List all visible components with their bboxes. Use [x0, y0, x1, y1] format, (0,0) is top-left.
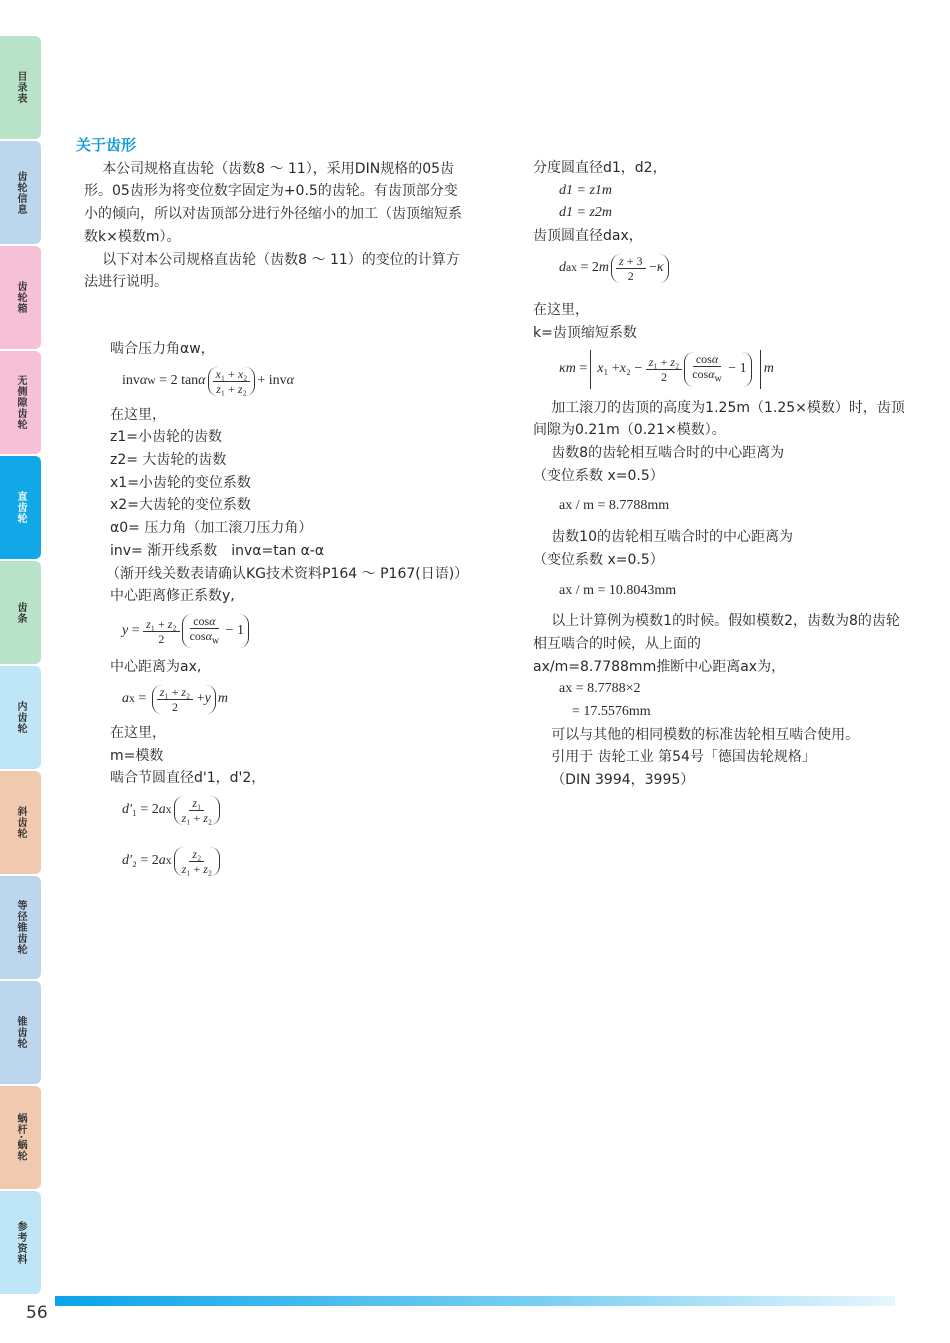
result-z8: ax / m = 8.7788mm — [559, 498, 670, 514]
side-tab-6[interactable] — [0, 666, 41, 769]
usage-note: 可以与其他的相同模数的标准齿轮相互啮合使用。 — [551, 726, 860, 743]
result-z10: ax / m = 10.8043mm — [559, 582, 677, 598]
side-tab-label: 目录表 — [15, 71, 26, 104]
side-tab-label: 参考资料 — [15, 1220, 26, 1265]
side-tab-label: 齿轮信息 — [15, 170, 26, 215]
here-label-2: 在这里， — [110, 725, 166, 742]
def-inv: inv= 渐开线系数 invα=tan α-α — [110, 542, 325, 559]
y-coef-label: 中心距离修正系数y, — [110, 588, 235, 605]
side-tab-2[interactable] — [0, 246, 41, 349]
def-x2: x2=大齿轮的变位系数 — [110, 497, 251, 514]
side-tab-1[interactable] — [0, 141, 41, 244]
formula-d2-pitch: d' ₂ = 2 a x $\frac{\text{z₂}}{\text{z₁ + z₂}}$ — [122, 847, 471, 876]
side-tab-3[interactable] — [0, 351, 41, 454]
here-label-1: 在这里， — [110, 406, 166, 423]
tip-diameter-label: 齿顶圆直径dax， — [533, 228, 643, 245]
side-tab-label: 内齿轮 — [15, 701, 26, 734]
side-tab-8[interactable] — [0, 876, 41, 979]
side-tab-label: 等径锥齿轮 — [15, 900, 26, 955]
side-tab-7[interactable] — [0, 771, 41, 874]
citation: 引用于 齿轮工业 第54号「德国齿轮规格」 — [551, 749, 816, 766]
def-z1: z1=小齿轮的齿数 — [110, 429, 222, 446]
pressure-angle-label: 啮合压力角αw， — [110, 340, 215, 357]
calc-step-1: ax = 8.7788×2 — [559, 681, 641, 697]
formula-dax: d ax = 2 m $\frac{z + 3}{2}$ − κ — [559, 254, 908, 283]
hob-paragraph: 加工滚刀的齿顶的高度为1.25m（1.25×模数）时，齿顶间隙为0.21m（0.21×模数）。 — [533, 399, 905, 439]
side-tab-5[interactable] — [0, 561, 41, 664]
side-tab-label: 直齿轮 — [15, 491, 26, 524]
inv-reference: （渐开线关数表请确认KG技术资料P164 ～ P167(日语)） — [106, 565, 469, 582]
side-tab-11[interactable] — [0, 1191, 41, 1294]
here-label-right: 在这里， — [533, 301, 589, 318]
pitch-diameter-label: 啮合节圆直径d'1，d'2， — [110, 770, 266, 787]
left-column — [76, 134, 471, 884]
side-tab-9[interactable] — [0, 981, 41, 1084]
shift-coef-b: （变位系数 x=0.5） — [533, 551, 664, 568]
formula-inv-alpha-w: inv α w = 2 tan α $\frac{\text{x₁ + x₂}}{\text{z₁ + z₂}}$ + inv α — [122, 366, 294, 396]
def-z2: z2= 大齿轮的齿数 — [110, 452, 227, 469]
side-tab-0[interactable] — [0, 36, 41, 139]
section-heading: 关于齿形 — [76, 136, 137, 154]
side-tab-4[interactable] — [0, 456, 41, 559]
ax-label: 中心距离为ax, — [110, 659, 202, 676]
side-tab-label: 无侧隙齿轮 — [15, 375, 26, 430]
formula-ax: a x = $\frac{\text{z₁ + z₂}}{2}$ + y m — [122, 685, 228, 715]
def-alpha0: α0= 压力角（加工滚刀压力角） — [110, 520, 313, 537]
def-k: k=齿顶缩短系数 — [533, 324, 637, 341]
side-tab-label: 齿轮箱 — [15, 281, 26, 314]
ref-diameter-label: 分度圆直径d1，d2， — [533, 160, 667, 176]
side-tab-label: 齿条 — [15, 601, 26, 624]
right-column — [533, 157, 908, 792]
eq-d2: d1 = z2m — [559, 205, 613, 221]
formula-y: y = $\frac{\text{z₁ + z₂}}{2}$ $\frac{\cos\alpha}{\cos\alpha_w}$ − 1 — [122, 614, 471, 648]
eq-d1: d1 = z1m — [559, 182, 613, 198]
side-tab-label: 斜齿轮 — [15, 806, 26, 839]
side-tab-label: 蜗杆·蜗轮 — [15, 1113, 26, 1162]
calc-paragraph: 以上计算例为模数1的时候。假如模数2，齿数为8的齿轮相互啮合的时候，从上面的 — [533, 613, 900, 652]
def-m: m=模数 — [110, 747, 164, 764]
z8-label: 齿数8的齿轮相互啮合时的中心距离为 — [551, 445, 785, 462]
din-ref: （DIN 3994，3995） — [551, 772, 695, 789]
page-number: 56 — [26, 1303, 48, 1323]
side-tab-10[interactable] — [0, 1086, 41, 1189]
side-tab-strip — [0, 36, 41, 1296]
formula-km: κm = x ₁ + x ₂ − $\frac{\text{z₁ + z₂}}{2}$ $\frac{\cos\alpha}{\cos\alpha_w}$ − 1 m — [559, 350, 908, 388]
method-paragraph: 以下对本公司规格直齿轮（齿数8 ～ 11）的变位的计算方法进行说明。 — [84, 251, 460, 291]
calc-step-2: = 17.5576mm — [572, 704, 651, 720]
intro-paragraph: 本公司规格直齿轮（齿数8 ～ 11），采用DIN规格的05齿形。05齿形为将变位数字固定为+0.5的齿轮。有齿顶部分变小的倾向，所以对齿顶部分进行外径缩小的加工（齿顶缩短系数k×模数m）。 — [84, 160, 462, 245]
side-tab-label: 锥齿轮 — [15, 1016, 26, 1049]
shift-coef-a: （变位系数 x=0.5） — [533, 467, 664, 484]
z10-label: 齿数10的齿轮相互啮合时的中心距离为 — [551, 529, 794, 546]
calc-line: ax/m=8.7788mm推断中心距离ax为， — [533, 658, 786, 675]
def-x1: x1=小齿轮的变位系数 — [110, 474, 251, 491]
footer-bar — [55, 1296, 895, 1306]
formula-d1-pitch: d' ₁ = 2 a x $\frac{\text{z₁}}{\text{z₁ + z₂}}$ — [122, 796, 471, 825]
